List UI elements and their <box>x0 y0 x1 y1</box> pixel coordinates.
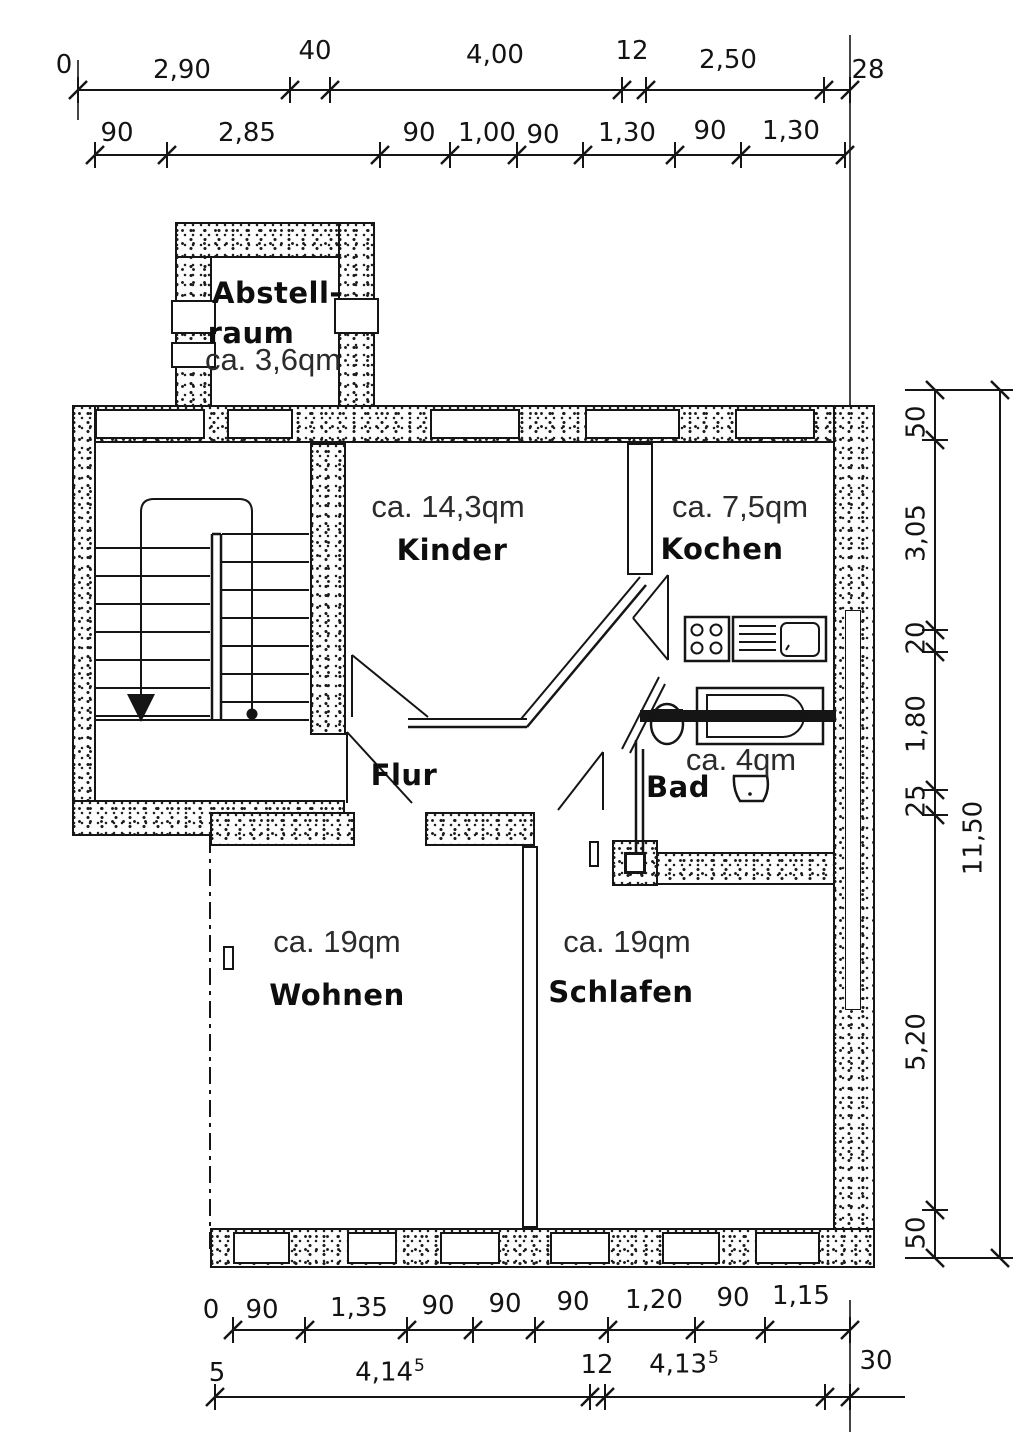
dim-label: 90 <box>488 1289 522 1319</box>
dim-label: 90 <box>245 1295 279 1325</box>
dim-label: 90 <box>526 120 560 150</box>
stairs-down-arrow <box>127 694 155 722</box>
room-label-bad: Bad <box>646 770 710 804</box>
room-label-kinder: Kinder <box>396 533 508 567</box>
washbasin <box>734 776 768 801</box>
dim-label: 4,13$^5$ <box>649 1348 719 1380</box>
dim-label: 1,80 <box>901 695 932 753</box>
dim-label: 2,90 <box>153 55 211 85</box>
interior-thin-walls <box>408 577 665 855</box>
dim-label: 2,50 <box>699 45 757 75</box>
stove <box>685 617 729 661</box>
area-label-bad: ca. 4qm <box>685 742 797 777</box>
dim-label: 0 <box>202 1295 220 1325</box>
dim-label: 1,30 <box>762 116 820 146</box>
dim-label: 90 <box>556 1287 590 1317</box>
bathtub <box>697 688 823 744</box>
room-label-flur: Flur <box>370 758 438 792</box>
room-label-abstellraum-2: raum <box>207 316 295 350</box>
room-label-abstellraum-1: Abstell- <box>212 276 342 310</box>
dim-label: 90 <box>421 1291 455 1321</box>
dim-label: 4,14$^5$ <box>355 1356 425 1388</box>
dim-label: 30 <box>859 1346 893 1376</box>
dim-label: 20 <box>901 621 932 655</box>
toilet <box>651 704 683 744</box>
dim-label: 0 <box>55 50 73 80</box>
area-label-kochen: ca. 7,5qm <box>671 489 809 524</box>
area-label-abstellraum: ca. 3,6qm <box>204 342 342 377</box>
dim-label: 1,35 <box>330 1293 388 1323</box>
dim-label: 50 <box>901 405 932 439</box>
dim-label: 1,00 <box>458 118 516 148</box>
area-label-kinder: ca. 14,3qm <box>371 489 525 524</box>
dim-label: 90 <box>693 116 727 146</box>
dimension-lines <box>78 35 1012 1432</box>
dim-label: 28 <box>851 55 885 85</box>
dim-label: 40 <box>298 36 332 66</box>
dim-label: 90 <box>402 118 436 148</box>
dim-label: 1,30 <box>598 118 656 148</box>
dim-label: 2,85 <box>218 118 276 148</box>
dim-label: 5,20 <box>901 1013 932 1071</box>
room-label-kochen: Kochen <box>660 532 784 566</box>
area-label-schlafen: ca. 19qm <box>563 924 691 959</box>
dim-label: 50 <box>901 1216 932 1250</box>
dim-label: 12 <box>580 1350 614 1380</box>
staircase <box>96 499 309 722</box>
room-label-wohnen: Wohnen <box>269 978 405 1012</box>
dim-label: 3,05 <box>901 504 932 562</box>
dim-label: 12 <box>615 36 649 66</box>
dim-label: 1,15 <box>772 1281 830 1311</box>
dim-label: 1,20 <box>625 1285 683 1315</box>
stairs-walk-line <box>141 499 252 712</box>
kitchen-sink <box>733 617 826 661</box>
dim-label: 90 <box>716 1283 750 1313</box>
dim-label: 25 <box>901 784 932 818</box>
room-label-schlafen: Schlafen <box>548 975 694 1009</box>
dim-label-total: 11,50 <box>958 800 989 876</box>
stairs-walk-start-dot <box>247 709 258 720</box>
dim-label: 5 <box>208 1358 226 1388</box>
dim-label: 90 <box>100 118 134 148</box>
area-label-wohnen: ca. 19qm <box>273 924 401 959</box>
dim-label: 4,00 <box>466 40 524 70</box>
